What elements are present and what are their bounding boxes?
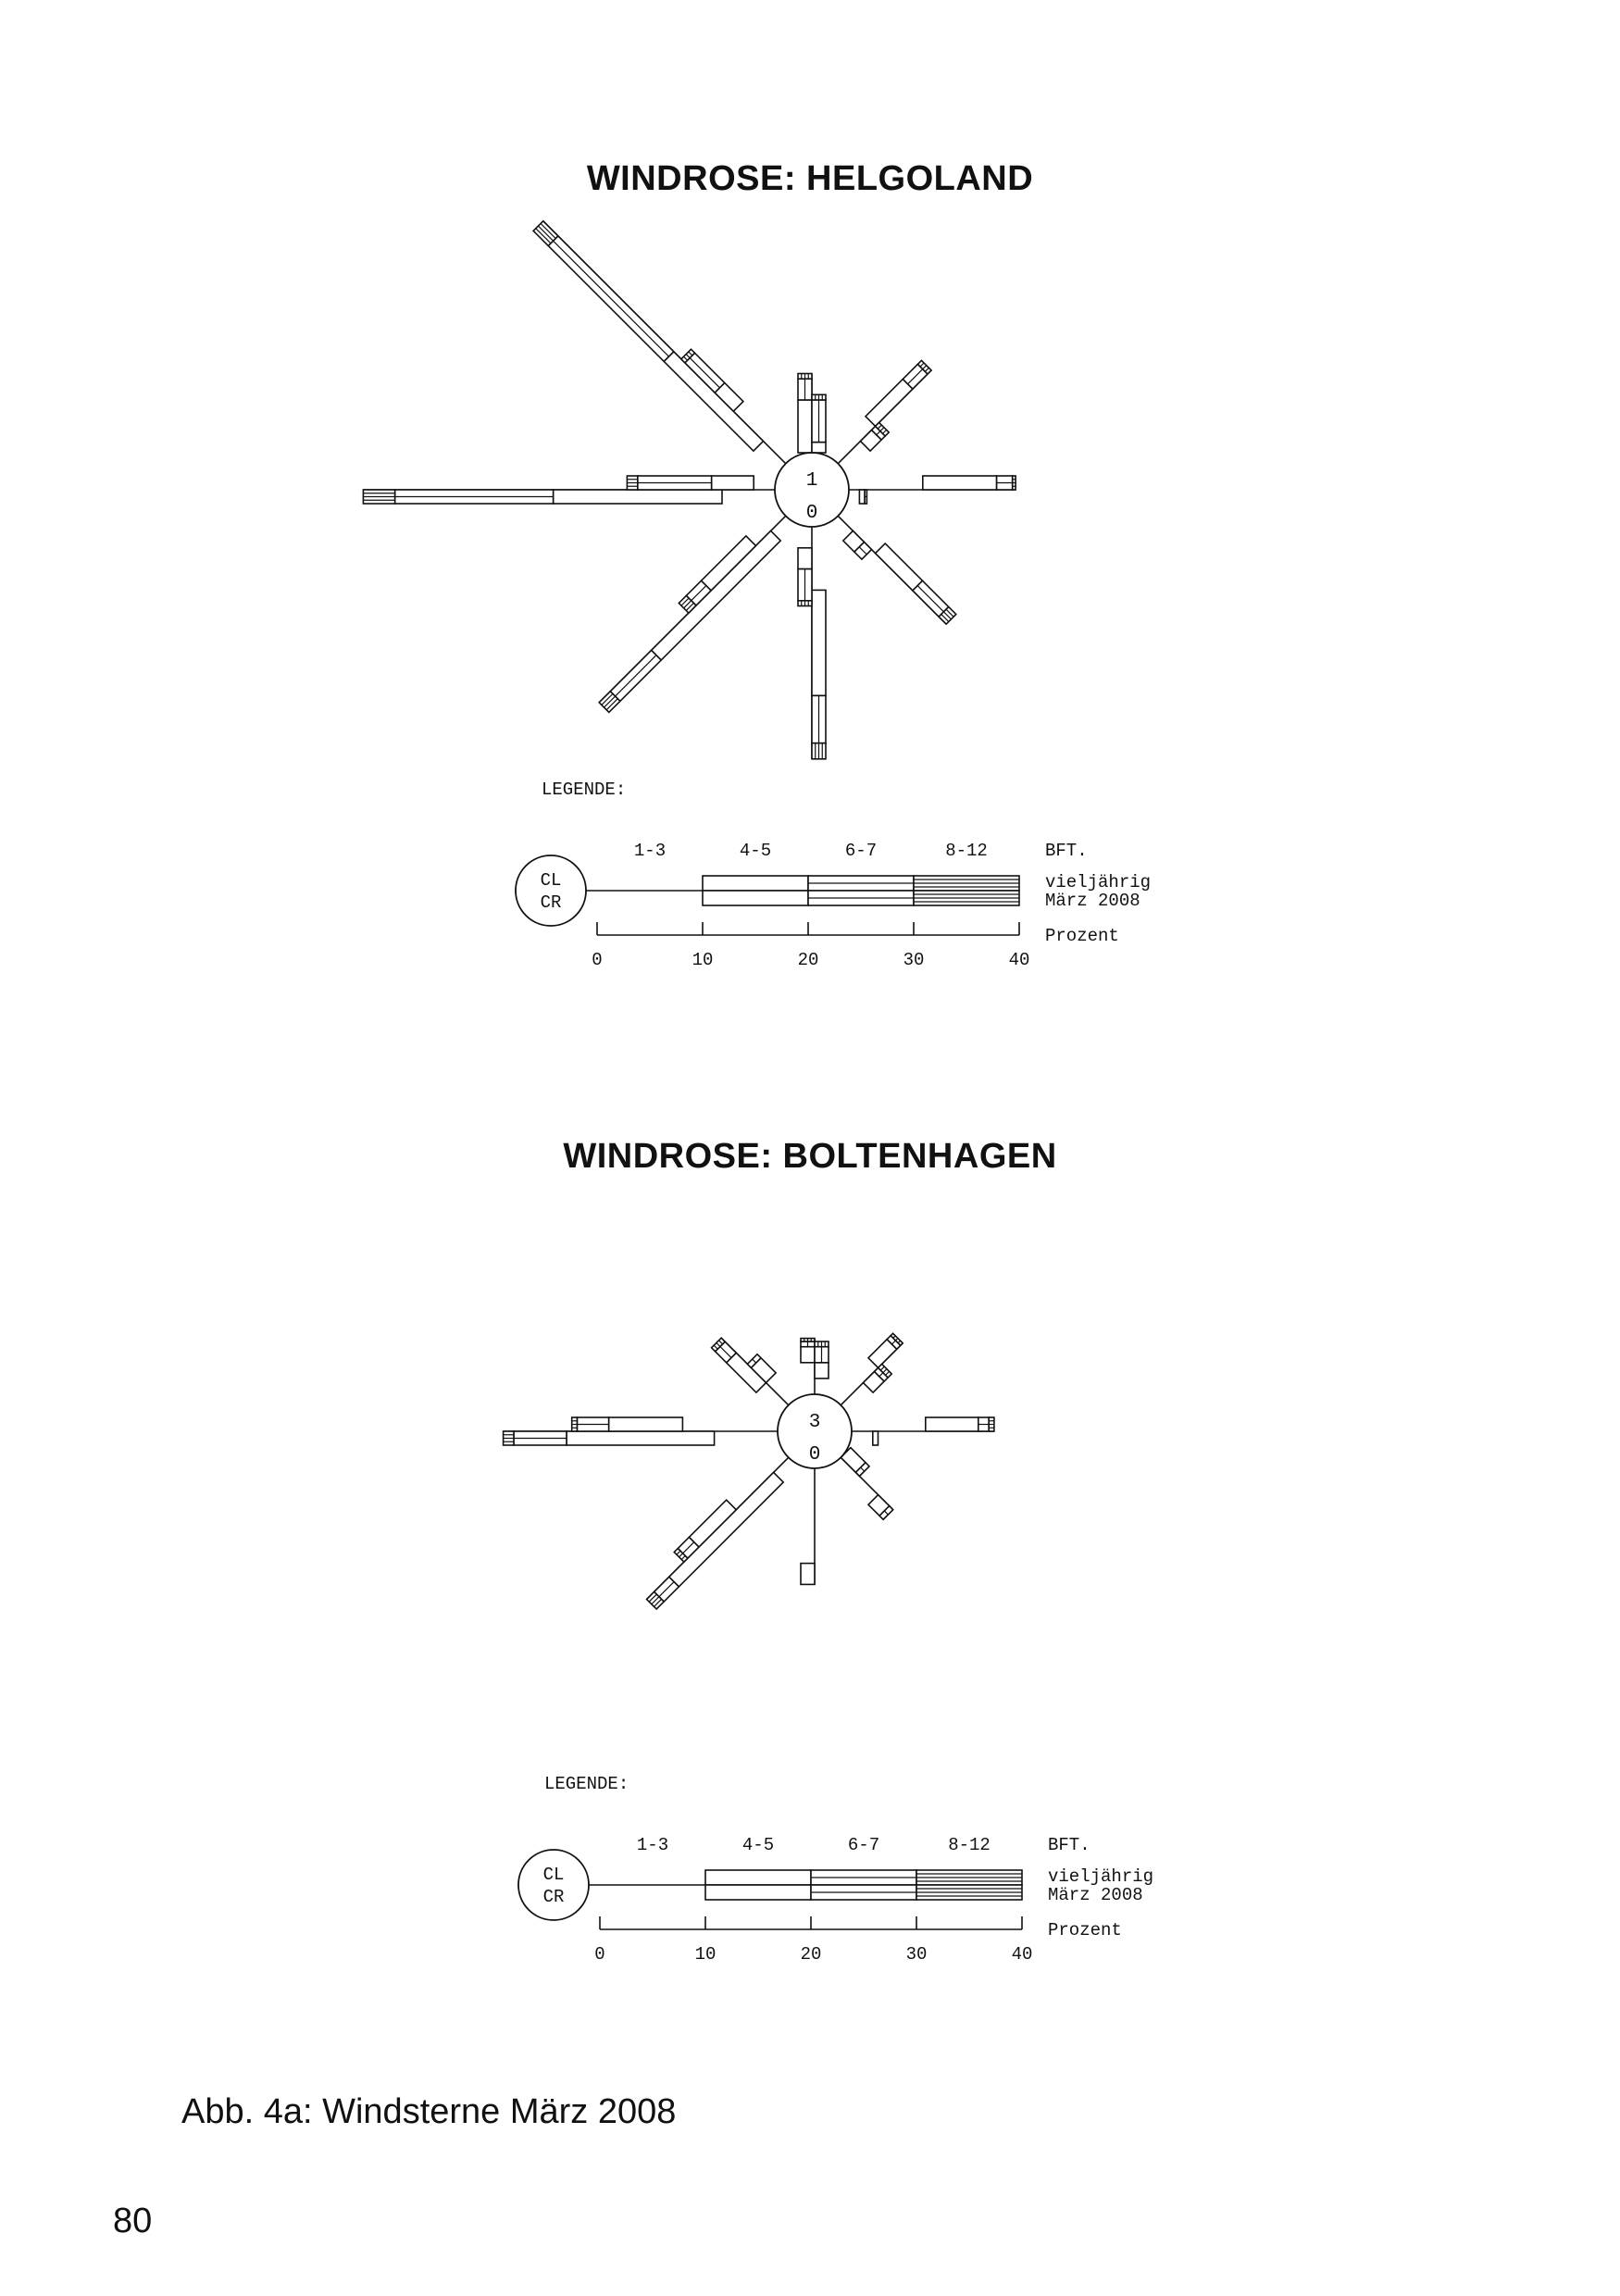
legend-bft: BFT. xyxy=(1048,1835,1090,1855)
bar-sw-longterm-class1 xyxy=(669,1472,783,1586)
legend-class-label: 4-5 xyxy=(739,841,772,861)
calm-longterm-value: 3 xyxy=(808,1412,821,1433)
direction-nw xyxy=(712,1329,799,1416)
direction-n xyxy=(801,1339,829,1394)
legend-series-longterm: vieljährig xyxy=(1045,872,1152,892)
rose-title-boltenhagen: WINDROSE: BOLTENHAGEN xyxy=(563,1137,1057,1176)
legend-series-longterm: vieljährig xyxy=(1048,1866,1154,1887)
legend-class-label: 1-3 xyxy=(636,1835,669,1855)
legend-scale-label: 0 xyxy=(594,1944,605,1965)
legend-bar-longterm-class1 xyxy=(705,1870,811,1885)
legend-scale-label: 20 xyxy=(797,950,819,970)
legend-class-label: 1-3 xyxy=(633,841,667,861)
figure-caption: Abb. 4a: Windsterne März 2008 xyxy=(181,2092,677,2131)
rose-title-helgoland: WINDROSE: HELGOLAND xyxy=(586,159,1034,198)
legend-class-label: 8-12 xyxy=(948,1835,991,1855)
bar-w-longterm-class1 xyxy=(567,1431,715,1445)
direction-s xyxy=(801,1468,815,1584)
legend-scale-label: 0 xyxy=(592,950,603,970)
direction-se xyxy=(831,1448,903,1520)
legend-series-march2008: März 2008 xyxy=(1045,891,1140,911)
legend-scale-label: 40 xyxy=(1011,1944,1033,1965)
bar-s-march2008-class1 xyxy=(801,1564,815,1585)
legend-scale-label: 30 xyxy=(905,1944,928,1965)
legend-unit: Prozent xyxy=(1048,1920,1122,1940)
direction-sw xyxy=(637,1448,798,1609)
legend-scale-label: 30 xyxy=(903,950,925,970)
legend-scale-label: 40 xyxy=(1008,950,1030,970)
bar-e-march2008-class1 xyxy=(873,1431,879,1445)
legend-bar-march2008-class1 xyxy=(705,1885,811,1900)
legend-heading: LEGENDE: xyxy=(542,780,627,800)
legend-scale-label: 10 xyxy=(694,1944,717,1965)
legend-scale-label: 10 xyxy=(692,950,714,970)
legend-calm-circle xyxy=(518,1850,589,1920)
direction-e xyxy=(852,1417,994,1445)
bar-e-longterm-class1 xyxy=(926,1417,978,1431)
bar-n-march2008-class1 xyxy=(815,1363,829,1379)
direction-w xyxy=(504,1417,778,1445)
legend-class-label: 8-12 xyxy=(945,841,988,861)
legend-calm-bottom: CR xyxy=(542,1887,565,1907)
legend-heading: LEGENDE: xyxy=(544,1774,629,1794)
calm-current-value: 0 xyxy=(808,1444,821,1466)
bar-n-longterm-class1 xyxy=(801,1347,815,1363)
direction-ne xyxy=(831,1333,913,1415)
legend-class-label: 6-7 xyxy=(847,1835,880,1855)
page-number: 80 xyxy=(113,2202,153,2240)
calm-longterm-value: 1 xyxy=(805,470,818,492)
bar-w-march2008-class1 xyxy=(609,1417,683,1431)
legend-scale-label: 20 xyxy=(800,1944,822,1965)
legend-calm-bottom: CR xyxy=(540,892,562,913)
legend-class-label: 6-7 xyxy=(844,841,878,861)
legend-bft: BFT. xyxy=(1045,841,1088,861)
legend xyxy=(518,1774,1153,1965)
legend-series-march2008: März 2008 xyxy=(1048,1885,1143,1905)
legend-calm-top: CL xyxy=(540,870,562,891)
legend-class-label: 4-5 xyxy=(741,1835,775,1855)
legend-unit: Prozent xyxy=(1045,926,1119,946)
rose-boltenhagen-marks xyxy=(504,1329,994,1609)
calm-current-value: 0 xyxy=(805,503,818,524)
legend-calm-top: CL xyxy=(542,1865,565,1885)
